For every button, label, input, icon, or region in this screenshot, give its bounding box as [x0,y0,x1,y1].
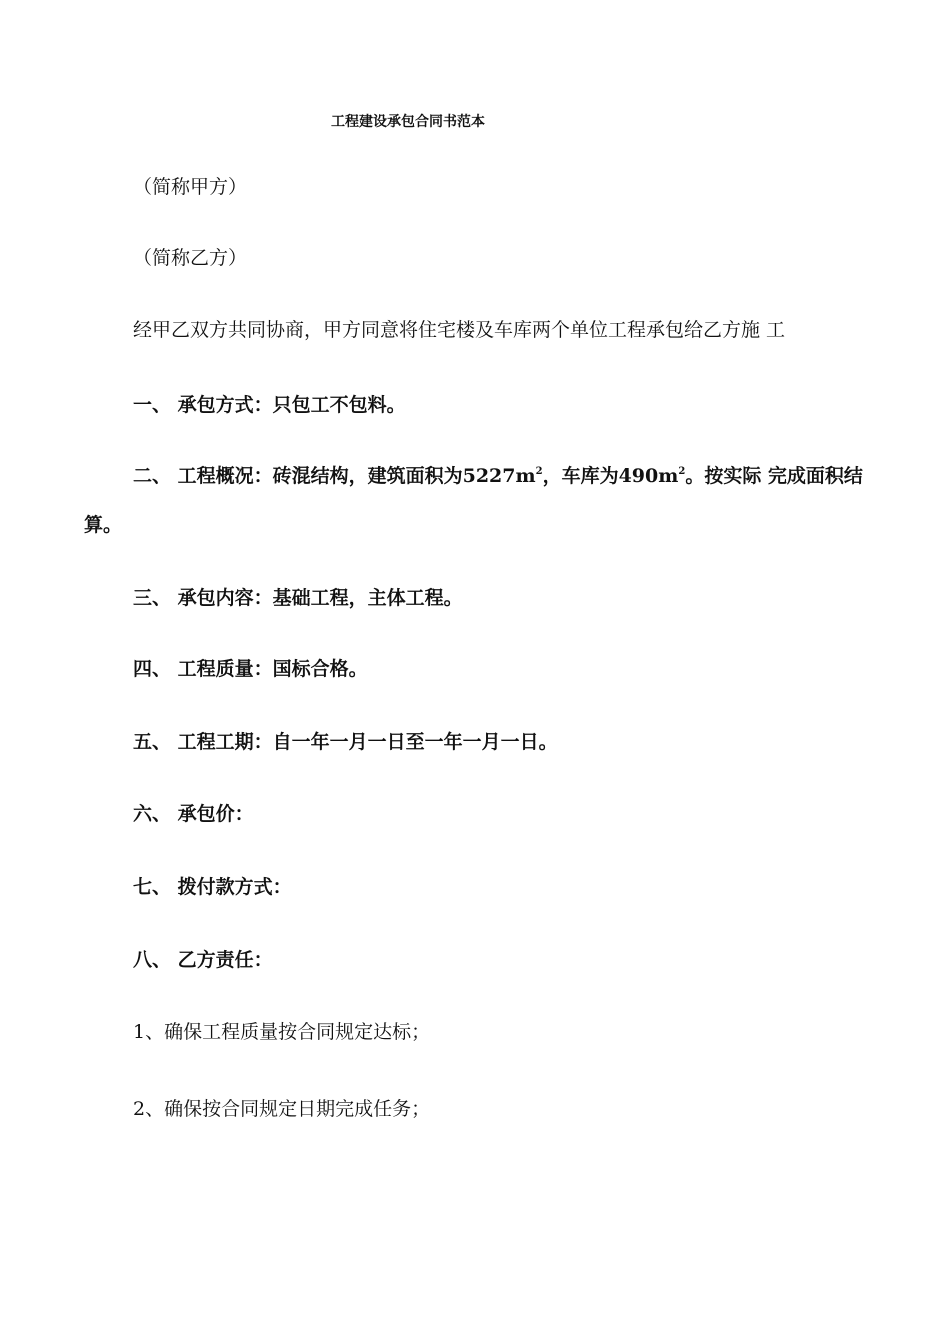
section-2-project-overview [133,464,863,488]
section-8-party-b-duties: 八、 乙方责任： [133,949,273,971]
superscript-2: 2 [678,466,686,477]
section-2-text-b: ，车库为490m [542,465,679,487]
section-2-text-a: 二、 工程概况：砖混结构，建筑面积为5227m [133,465,536,487]
section-7-payment-method: 七、 拨付款方式： [133,876,292,898]
section-3-contract-content: 三、 承包内容：基础工程，主体工程。 [133,587,463,609]
superscript-1: 2 [535,466,543,477]
section-6-contract-price: 六、 承包价： [133,803,254,825]
duty-item-1: 1、确保工程质量按合同规定达标； [133,1021,431,1043]
document-title: 工程建设承包合同书范本 [331,114,485,130]
intro-paragraph: 经甲乙双方共同协商，甲方同意将住宅楼及车库两个单位工程承包给乙方施 工 [133,319,786,341]
duty-item-2: 2、确保按合同规定日期完成任务； [133,1098,431,1120]
section-1-contract-mode: 一、 承包方式：只包工不包料。 [133,394,406,416]
party-b-line: （简称乙方） [133,247,248,269]
section-5-schedule: 五、 工程工期：自一年一月一日至一年一月一日。 [133,731,558,753]
party-a-line: （简称甲方） [133,176,248,198]
section-4-quality: 四、 工程质量：国标合格。 [133,658,368,680]
section-2-text-c: 。按实际 完成面积结 [685,465,863,487]
section-2-continuation: 算。 [84,514,123,536]
